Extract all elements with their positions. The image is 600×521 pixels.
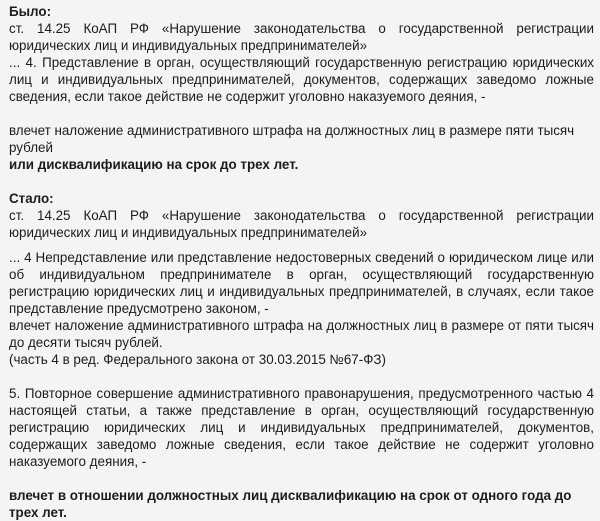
before-clause-4: ... 4. Представление в орган, осуществляющий государственную регистрацию юридических лиц и индивидуальных предпринимателей, документов, содержащих заведомо ложные сведения, если такое действие не содержит уголовно наказуемого деяния, -	[9, 55, 594, 104]
after-clause-5-penalty: влечет в отношении должностных лиц дисквалификацию на срок от одного года до трех лет.	[9, 488, 572, 520]
before-heading: Было:	[9, 4, 52, 19]
spacer	[9, 470, 594, 487]
spacer	[9, 105, 594, 122]
after-article-title: ст. 14.25 КоАП РФ «Нарушение законодательства о государственной регистрации юридических лиц и индивидуальных предпринимателей»	[9, 208, 594, 240]
after-clause-4-note: (часть 4 в ред. Федерального закона от 30.03.2015 №67-ФЗ)	[9, 352, 386, 367]
before-article-title: ст. 14.25 КоАП РФ «Нарушение законодательства о государственной регистрации юридических лиц и индивидуальных предпринимателей»	[9, 21, 594, 53]
after-clause-5: 5. Повторное совершение административного правонарушения, предусмотренного частью 4 настоящей статьи, а также представление в орган, осуществляющий государственную регистрацию юридических лиц и индивидуальных предпринимателей, документов, содержащих заведомо ложные сведения, если такое действие не содержит уголовно наказуемого деяния, -	[9, 386, 594, 469]
spacer	[9, 173, 594, 190]
before-penalty-disqualification: или дисквалификацию на срок до трех лет.	[9, 157, 299, 172]
spacer	[9, 368, 594, 385]
after-heading: Стало:	[9, 191, 54, 206]
before-penalty-fine: влечет наложение административного штрафа на должностных лиц в размере пяти тысяч рублей	[9, 123, 575, 155]
before-penalty	[9, 122, 594, 173]
after-clause-4-penalty: влечет наложение административного штрафа на должностных лиц в размере от пяти тысяч до десяти тысяч рублей.	[9, 318, 594, 350]
after-clause-4: ... 4 Непредставление или представление недостоверных сведений о юридическом лице или об индивидуальном предпринимателе в орган, осуществляющий государственную регистрацию юридических лиц и индивидуальных предпринимателей, в случаях, если такое представление предусмотрено законом, -	[9, 250, 594, 316]
spacer	[9, 241, 594, 249]
